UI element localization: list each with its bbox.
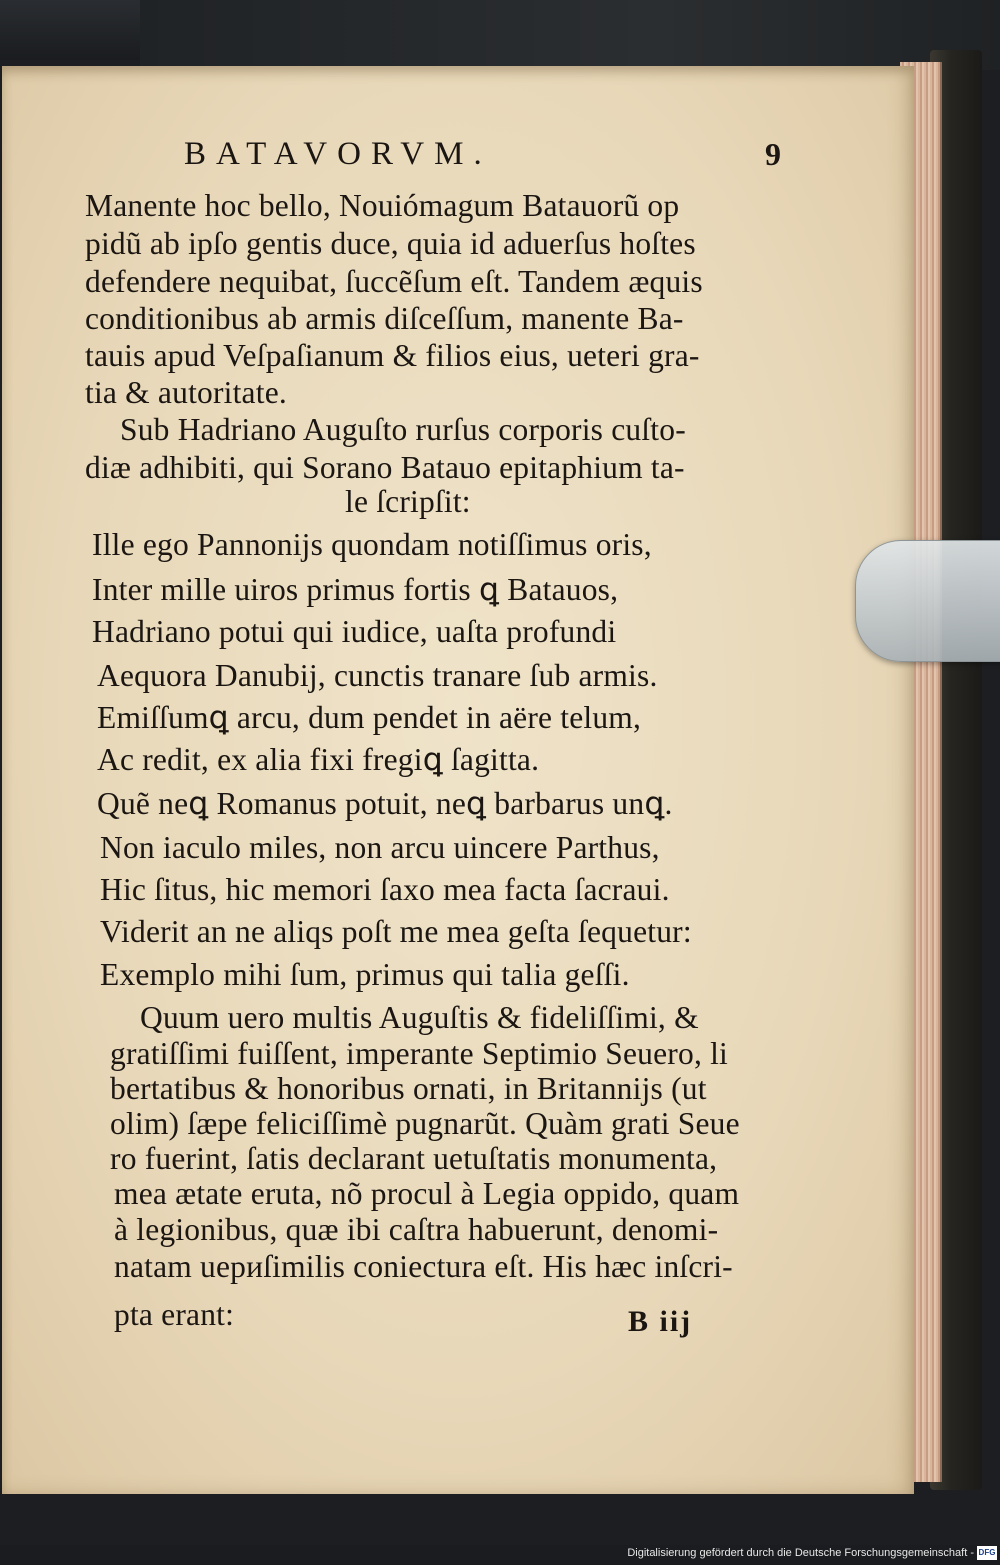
verse-line: Exemplo mihi ſum, primus qui talia geſſi. xyxy=(100,957,630,992)
verse-line: Quẽ neꝗ Romanus potuit, neꝗ barbarus unꝗ. xyxy=(97,786,673,821)
page-number: 9 xyxy=(765,136,782,172)
text-line: defendere nequibat, ſuccẽſum eſt. Tandem æquis xyxy=(85,264,703,299)
verse-line: Ac redit, ex alia fixi fregiꝗ ſagitta. xyxy=(97,742,540,777)
page-clip-tab xyxy=(855,540,1000,662)
text-line: tauis apud Veſpaſianum & filios eius, ueteri gra- xyxy=(85,338,700,373)
verse-line: Hic ſitus, hic memori ſaxo mea facta ſacraui. xyxy=(100,872,670,907)
verse-line: Aequora Danubij, cunctis tranare ſub armis. xyxy=(97,658,658,693)
text-line: pta erant: xyxy=(114,1297,235,1332)
text-line: gratiſſimi fuiſſent, imperante Septimio Seuero, li xyxy=(110,1036,729,1071)
text-line: ro fuerint, ſatis declarant uetuſtatis monumenta, xyxy=(110,1141,718,1176)
dfg-logo-icon: DFG xyxy=(977,1546,997,1560)
running-head: BATAVORVM. xyxy=(184,136,492,172)
text-line: le ſcripſit: xyxy=(345,484,471,519)
text-line: olim) ſæpe feliciſſimè pugnarũt. Quàm grati Seue xyxy=(110,1106,740,1141)
text-line: diæ adhibiti, qui Sorano Batauo epitaphium ta- xyxy=(85,450,685,485)
digitization-credit: Digitalisierung gefördert durch die Deutsche Forschungsgemeinschaft - xyxy=(627,1547,974,1559)
text-line: Manente hoc bello, Nouiómagum Batauorũ op xyxy=(85,188,680,223)
verse-line: Hadriano potui qui iudice, uaſta profundi xyxy=(92,614,617,649)
text-line: tia & autoritate. xyxy=(85,375,287,410)
text-line: bertatibus & honoribus ornati, in Britannijs (ut xyxy=(110,1071,707,1106)
text-line: à legionibus, quæ ibi caſtra habuerunt, denomi- xyxy=(114,1212,719,1247)
verse-line: Ille ego Pannonijs quondam notiſſimus oris, xyxy=(92,527,652,562)
text-line: Sub Hadriano Auguſto rurſus corporis cuſto- xyxy=(120,412,686,447)
text-line: conditionibus ab armis diſceſſum, manente Ba- xyxy=(85,301,684,336)
signature-mark: B iij xyxy=(628,1305,693,1338)
text-line: pidũ ab ipſo gentis duce, quia id aduerſus hoſtes xyxy=(85,226,696,261)
verse-line: Viderit an ne aliqs poſt me mea geſta ſequetur: xyxy=(100,914,692,949)
verse-line: Emiſſumꝗ arcu, dum pendet in aëre telum, xyxy=(97,700,642,735)
text-line: Quum uero multis Auguſtis & fideliſſimi, & xyxy=(140,1000,699,1035)
verse-line: Inter mille uiros primus fortis ꝗ Batauos, xyxy=(92,572,619,607)
verse-line: Non iaculo miles, non arcu uincere Parthus, xyxy=(100,830,660,865)
text-line: mea ætate eruta, nõ procul à Legia oppido, quam xyxy=(114,1176,740,1211)
book-cover-top xyxy=(140,0,1000,70)
text-line: natam uериſimilis coniectura eſt. His hæc inſcri- xyxy=(114,1249,733,1284)
